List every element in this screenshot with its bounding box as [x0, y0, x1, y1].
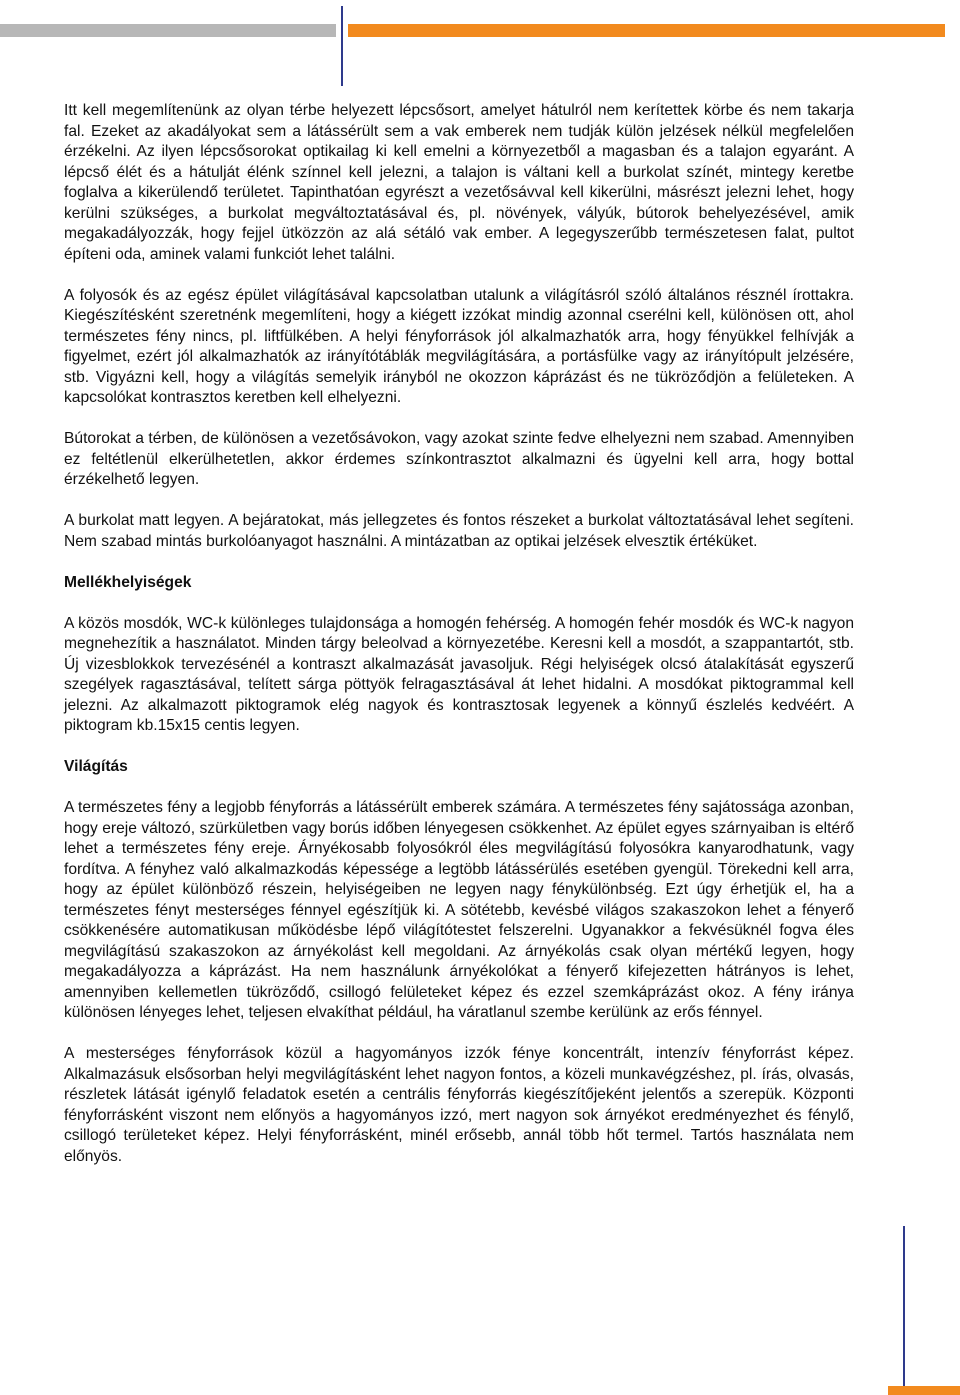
paragraph-furniture: Bútorokat a térben, de különösen a vezetősávokon, vagy azokat szinte fedve elhelyezni nem szabad. Amennyiben ez feltétlenül elkerülhetetlen, akkor érdemes színkontrasztot alkalmazni és ügyelni kell arra, hogy bottal érzékelhető legyen. — [64, 430, 854, 488]
section-heading-restrooms: Mellékhelyiségek — [64, 573, 192, 591]
header-grey-bar — [0, 24, 336, 37]
paragraph-staircase: Itt kell megemlítenünk az olyan térbe helyezett lépcsősort, amelyet hátulról nem kerítettek körbe és nem takarja fal. Ezeket az akadályokat sem a látássérült sem a vak emberek nem tudják külön jelzések nélkül megfelelően érzékelni. Az ilyen lépcsősorokat optikailag ki kell emelni a környezetből a magasban és a talajon egyaránt. A lépcső élét és a hátulját élénk színnel kell jelezni, a talajon is váltani kell a burkolat színét, mintegy keretbe foglalva a kikerülendő területet. Tapinthatóan egyrészt a vezetősávval kell kikerülni, másrészt jelezni lehet, hogy kerülni szükséges, a burkolat megváltoztatásával és, pl. növények, vályúk, bútorok behelyezésével, amik megakadályozzák, hogy fejjel ütközzön az alá sétáló vak ember. A legegyszerűbb természetesen falat, pultot építeni oda, aminek valami funkciót lehet találni. — [64, 102, 854, 263]
paragraph-flooring: A burkolat matt legyen. A bejáratokat, más jellegzetes és fontos részeket a burkolat változtatásával lehet segíteni. Nem szabad mintás burkolóanyagot használni. A mintázatban az optikai jelzések elvesztik értéküket. — [64, 512, 854, 550]
section-heading-lighting: Világítás — [64, 758, 128, 775]
footer-orange-bar — [888, 1386, 960, 1395]
paragraph-artificial-light: A mesterséges fényforrások közül a hagyományos izzók fénye koncentrált, intenzív fényforrást képez. Alkalmazásuk elsősorban helyi megvilágításként lehet nagyon fontos, a közeli munkavégzéshez, pl. írás, olvasás, részletek látását igénylő feladatok esetén a centrális fényforrás kiegészítőjeként jelentős a szerepük. Központi fényforrásként viszont nem előnyös a hagyományos izzó, mert nagyon sok árnyékot eredményezhet és fénylő, csillogó területeket képez. Helyi fényforrásként, minél erősebb, annál több hőt termel. Tartós használata nem előnyös. — [64, 1045, 854, 1165]
header-orange-bar — [348, 24, 945, 37]
document-body — [64, 101, 854, 1188]
paragraph-corridor-lighting: A folyosók és az egész épület világításával kapcsolatban utalunk a világításról szóló általános résznél írottakra. Kiegészítésként szeretnénk megemlíteni, hogy a kiégett izzókat mindig azonnal cserélni kell, különösen ott, ahol természetes fény nincs, pl. liftfülkében. A helyi fényforrások jól alkalmazhatók arra, hogy fényükkel felhívják a figyelmet, ezért jól alkalmazhatók az irányítótáblák megvilágítására, a portásfülke vagy az irányítópult jelzésére, stb. Vigyázni kell, hogy a világítás semelyik irányból ne okozzon káprázást és ne tükröződjön a felületeken. A kapcsolókat kontrasztos keretben kell elhelyezni. — [64, 286, 854, 406]
header-divider-line — [341, 6, 343, 86]
paragraph-restrooms: A közös mosdók, WC-k különleges tulajdonsága a homogén fehérség. A homogén fehér mosdók és WC-k nagyon megnehezítik a használatot. Minden tárgy beleolvad a környezetébe. Keresni kell a mosdót, a szappantartót, stb. Új vizesblokkok tervezésénél a kontraszt alkalmazását javasoljuk. Régi helyiségek olcsó átalakítását egyszerű szegélyek ragasztásával, telített sárga pöttyök felragasztásával át lehet hidalni. A mosdókat piktogrammal kell jelezni. Az alkalmazott piktogramok elég nagyok és kontrasztosak legyenek a könnyű észlelés kedvéért. A piktogram kb.15x15 centis legyen. — [64, 614, 854, 734]
paragraph-natural-light: A természetes fény a legjobb fényforrás a látássérült emberek számára. A természetes fény sajátossága azonban, hogy ereje változó, szürkületben vagy borús időben lényegesen csökkenhet. Az épület egyes szárnyaiban is eltérő lehet a természetes fény ereje. Árnyékosabb folyosókról éles megvilágítású folyosókra kanyarodhatunk, vagy fordítva. A fényhez való alkalmazkodás képessége a legtöbb látássérülés esetében gyengül. Törekedni kell arra, hogy az épület különböző részein, helyiségeiben ne legyen nagy fénykülönbség. Ezt úgy érhetjük el, ha a természetes fényt mesterséges fénnyel egészítjük ki. A sötétebb, kevésbé világos szakaszokon lehet a fényerő csökkenésére automatikusan működésbe lépő világítótestet felszerelni. Ugyanakkor a fekvésüknél fogva éles megvilágítású szakaszokon az árnyékolást kell megoldani. Az árnyékolás csak olyan mértékű legyen, hogy megakadályozza a káprázást. Ha nem használunk árnyékolókat a fényerő kifejezetten hátrányos is lehet, amennyiben kellemetlen tükröződő, csillogó felületeket képez és ezzel szemkáprázást okoz. A fény iránya különösen lényeges lehet, teljesen elvakíthat például, ha váratlanul szembe kerülünk az erős fénnyel. — [64, 799, 854, 1021]
footer-divider-line — [903, 1226, 905, 1395]
